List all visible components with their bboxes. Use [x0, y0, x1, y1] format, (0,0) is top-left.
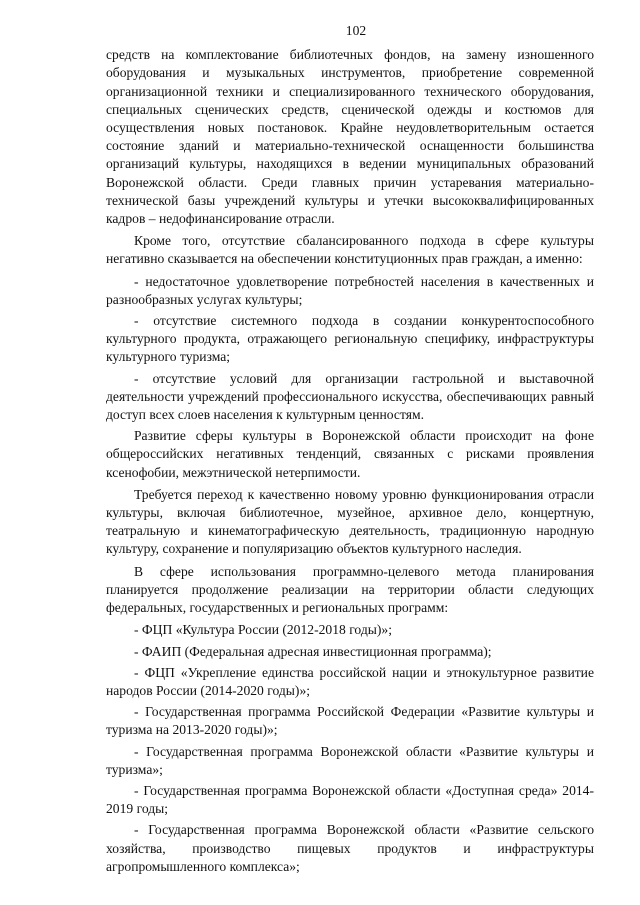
page-number: 102: [345, 23, 367, 38]
list-item: - отсутствие системного подхода в создании конкурентоспособного культурного продукта, отражающего региональную специфику, инфраструктуры культурного туризма;: [106, 313, 594, 365]
paragraph: В сфере использования программно-целевого метода планирования планируется продолжение реализации на территории области следующих федеральных, государственных и региональных программ:: [106, 563, 594, 616]
program-list-item: - Государственная программа Воронежской области «Развитие сельского хозяйства, производство пищевых продуктов и инфраструктуры агропромышленного комплекса»;: [106, 822, 594, 874]
program-list-item: - ФЦП «Укрепление единства российской нации и этнокультурное развитие народов России (2014-2020 годы)»;: [106, 664, 594, 698]
paragraph: Развитие сферы культуры в Воронежской области происходит на фоне общероссийских негативных тенденций, связанных с рисками проявления ксенофобии, межэтнической нетерпимости.: [106, 428, 594, 480]
program-list-item: - Государственная программа Воронежской области «Доступная среда» 2014-2019 годы;: [106, 782, 594, 817]
paragraph: Требуется переход к качественно новому уровню функционирования отрасли культуры, включая библиотечное, музейное, архивное дело, концертную, театральную и кинематографическую деятельность, традиционную народную культуру, сохранение и популяризацию объектов культурного наследия.: [106, 486, 594, 557]
document-page: [106, 22, 594, 879]
list-item: - отсутствие условий для организации гастрольной и выставочной деятельности учреждений профессионального искусства, обеспечивающих равный доступ всех слоев населения к культурным ценностям.: [106, 370, 594, 423]
program-list-item: - Государственная программа Российской Федерации «Развитие культуры и туризма на 2013-2020 годы)»;: [106, 704, 594, 738]
paragraph: средств на комплектование библиотечных фондов, на замену изношенного оборудования и музыкальных инструментов, приобретение современной организационной техники и специализированного технического оборудования, специальных сценических средств, сценической одежды и костюмов для осуществления новых постановок. Крайне неудовлетворительным остается состояние зданий и материально-технической оснащенности большинства организаций культуры, находящихся в ведении муниципальных образований Воронежской области. Среди главных причин устаревания материально-технической базы учреждений культуры и утечки высококвалифицированных кадров – недофинансирование отрасли.: [106, 47, 594, 227]
program-list-item: - Государственная программа Воронежской области «Развитие культуры и туризма»;: [106, 743, 594, 777]
program-list-item: - ФЦП «Культура России (2012-2018 годы)»;: [134, 622, 392, 638]
list-item: - недостаточное удовлетворение потребностей населения в качественных и разнообразных услугах культуры;: [106, 273, 594, 307]
paragraph: Кроме того, отсутствие сбалансированного подхода в сфере культуры негативно сказывается на обеспечении конституционных прав граждан, а именно:: [106, 233, 594, 267]
program-list-item: - ФАИП (Федеральная адресная инвестиционная программа);: [134, 643, 492, 659]
